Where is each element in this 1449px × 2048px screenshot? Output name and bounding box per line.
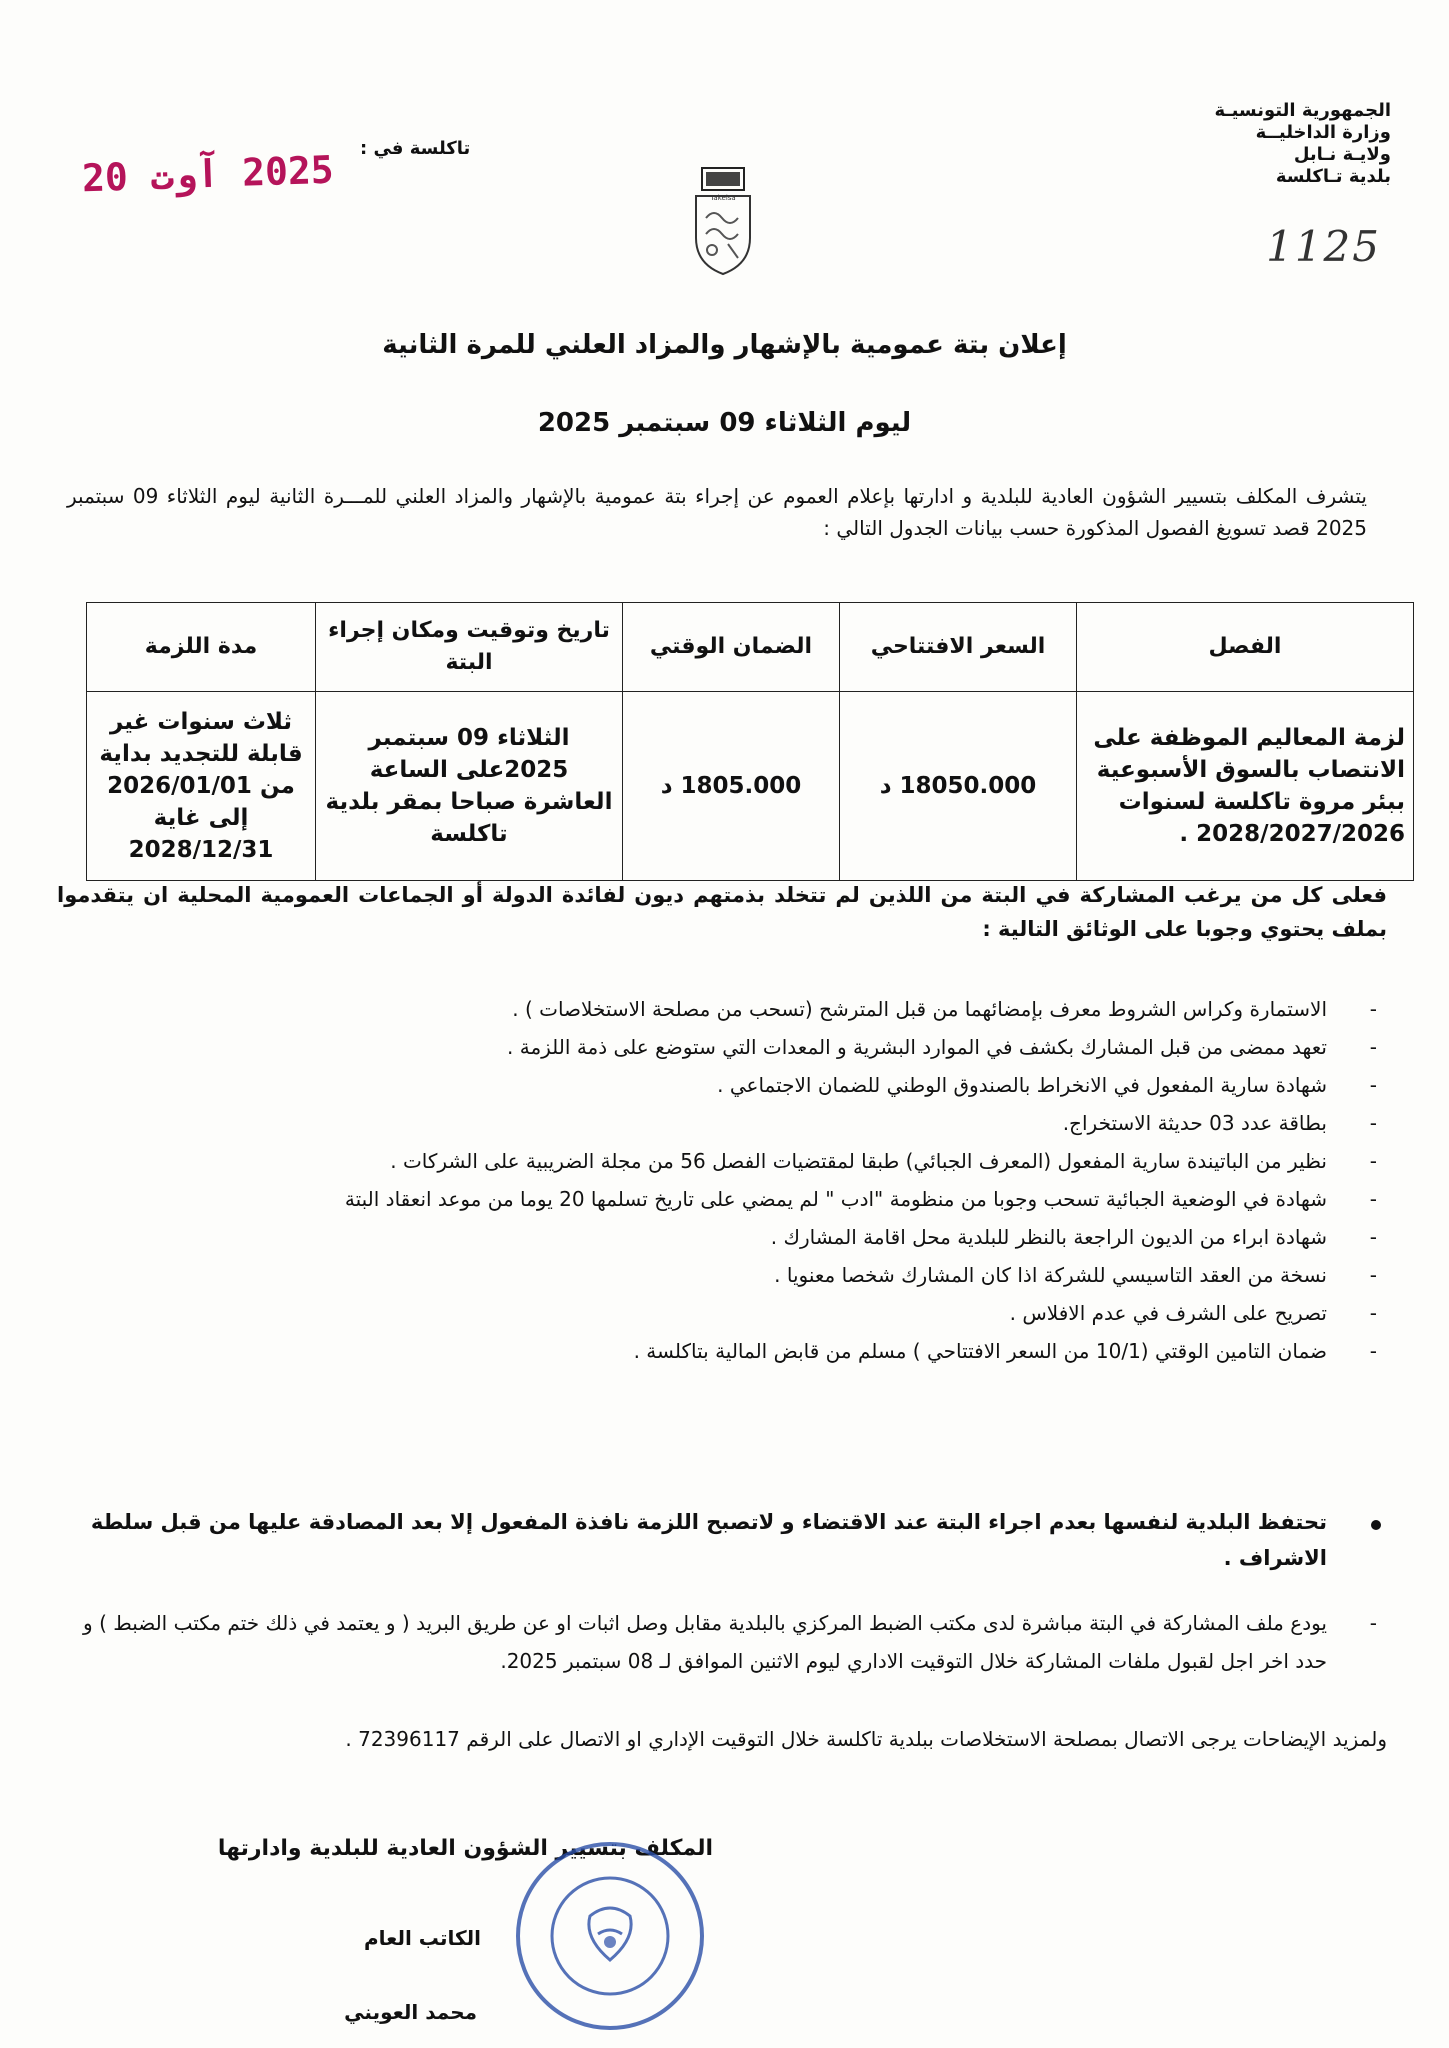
- document-text: نظير من الباتيندة سارية المفعول (المعرف الجبائي) طبقا لمقتضيات الفصل 56 من مجلة الضريبية على الشركات .: [390, 1149, 1327, 1173]
- table-header-cell: الضمان الوقتي: [623, 603, 840, 692]
- cell-item: لزمة المعاليم الموظفة على الانتصاب بالسوق الأسبوعية ببئر مروة تاكلسة لسنوات 2028/2027/2026 .: [1077, 692, 1414, 881]
- document-text: بطاقة عدد 03 حديثة الاستخراج.: [1062, 1111, 1327, 1135]
- table-header-cell: تاريخ وتوقيت ومكان إجراء البتة: [316, 603, 623, 692]
- document-text: نسخة من العقد التاسيسي للشركة اذا كان المشارك شخصا معنويا .: [774, 1263, 1327, 1287]
- place-date-label: تاكلسة في :: [360, 138, 471, 159]
- header-governorate: ولايـة نـابل: [1293, 144, 1391, 165]
- documents-list: [57, 990, 1387, 1370]
- table-row: [87, 692, 1414, 881]
- table-header-cell: الفصل: [1077, 603, 1414, 692]
- list-item: - تعهد ممضى من قبل المشارك بكشف في الموارد البشرية و المعدات التي ستوضع على ذمة اللزمة .: [507, 1035, 1377, 1059]
- deposit-text: يودع ملف المشاركة في البتة مباشرة لدى مكتب الضبط المركزي بالبلدية مقابل وصل اثبات او عن طريق البريد ( و يعتمد في ذلك ختم مكتب الضبط ) و حدد اخر اجل لقبول ملفات المشاركة خلال التوقيت الاداري ليوم الاثنين الموافق لـ 08 سبتمبر 2025.: [83, 1611, 1327, 1673]
- header-municipality: بلدية تـاكلسة: [1275, 166, 1391, 187]
- signature-role: الكاتب العام: [364, 1926, 481, 1950]
- intro-paragraph: يتشرف المكلف بتسيير الشؤون العادية للبلدية و ادارتها بإعلام العموم عن إجراء بتة عمومية بالإشهار والمزاد العلني للمـــرة الثانية ليوم الثلاثاء 09 سبتمبر 2025 قصد تسويغ الفصول المذكورة حسب بيانات الجدول التالي :: [67, 484, 1367, 540]
- cell-duration: ثلاث سنوات غير قابلة للتجديد بداية من 2026/01/01 إلى غاية 2028/12/31: [87, 692, 316, 881]
- document-text: تصريح على الشرف في عدم الافلاس .: [1009, 1301, 1327, 1325]
- signature-title: المكلف بتسيير الشؤون العادية للبلدية وادارتها: [217, 1836, 713, 1861]
- list-item: - نظير من الباتيندة سارية المفعول (المعرف الجبائي) طبقا لمقتضيات الفصل 56 من مجلة الضريبية على الشركات .: [390, 1149, 1377, 1173]
- cell-date-place: الثلاثاء 09 سبتمبر 2025على الساعة العاشرة صباحا بمقر بلدية تاكلسة: [316, 692, 623, 881]
- bullet-icon: [1371, 1520, 1381, 1530]
- header-ministry: وزارة الداخليــة: [1255, 122, 1391, 143]
- table-header-cell: مدة اللزمة: [87, 603, 316, 692]
- document-text: شهادة ابراء من الديون الراجعة بالنظر للبلدية محل اقامة المشارك .: [770, 1225, 1327, 1249]
- list-item: - شهادة في الوضعية الجبائية تسحب وجوبا من منظومة "ادب " لم يمضي على تاريخ تسلمها 20 يوما من موعد انعقاد البتة: [344, 1187, 1377, 1211]
- conditions-intro: فعلى كل من يرغب المشاركة في البتة من اللذين لم تتخلد بذمتهم ديون لفائدة الدولة أو الجماعات العمومية المحلية ان يتقدموا بملف يحتوي وجوبا على الوثائق التالية :: [57, 883, 1387, 941]
- list-item: - شهادة سارية المفعول في الانخراط بالصندوق الوطني للضمان الاجتماعي .: [717, 1073, 1377, 1097]
- document-text: شهادة سارية المفعول في الانخراط بالصندوق الوطني للضمان الاجتماعي .: [717, 1073, 1327, 1097]
- header-republic: الجمهورية التونسيـة: [1214, 100, 1391, 121]
- cell-guarantee: 1805.000 د: [623, 692, 840, 881]
- list-item: - ضمان التامين الوقتي (10/1 من السعر الافتتاحي ) مسلم من قابض المالية بتاكلسة .: [633, 1339, 1377, 1363]
- emblem-label: Takelsa: [710, 194, 736, 202]
- cell-opening-price: 18050.000 د: [840, 692, 1077, 881]
- list-item: - شهادة ابراء من الديون الراجعة بالنظر للبلدية محل اقامة المشارك .: [770, 1225, 1377, 1249]
- page-title: إعلان بتة عمومية بالإشهار والمزاد العلني للمرة الثانية: [382, 330, 1067, 360]
- reservation-text: تحتفظ البلدية لنفسها بعدم اجراء البتة عند الاقتضاء و لاتصبح اللزمة نافذة المفعول إلا بعد المصادقة عليها من قبل سلطة الاشراف .: [90, 1510, 1327, 1570]
- list-item: - الاستمارة وكراس الشروط معرف بإمضائهما من قبل المترشح (تسحب من مصلحة الاستخلاصات ) .: [512, 997, 1377, 1021]
- document-text: ضمان التامين الوقتي (10/1 من السعر الافتتاحي ) مسلم من قابض المالية بتاكلسة .: [633, 1339, 1327, 1363]
- list-item: - تصريح على الشرف في عدم الافلاس .: [1009, 1301, 1377, 1325]
- page-subtitle: ليوم الثلاثاء 09 سبتمبر 2025: [537, 408, 912, 438]
- reservation-note: [57, 1504, 1387, 1576]
- signature-name: محمد العويني: [344, 2000, 477, 2024]
- document-text: تعهد ممضى من قبل المشارك بكشف في الموارد البشرية و المعدات التي ستوضع على ذمة اللزمة .: [507, 1035, 1327, 1059]
- list-item: - بطاقة عدد 03 حديثة الاستخراج.: [1062, 1111, 1377, 1135]
- deposit-note: - يودع ملف المشاركة في البتة مباشرة لدى مكتب الضبط المركزي بالبلدية مقابل وصل اثبات او عن طريق البريد ( و يعتمد في ذلك ختم مكتب الضبط ) و حدد اخر اجل لقبول ملفات المشاركة خلال التوقيت الاداري ليوم الاثنين الموافق لـ 08 سبتمبر 2025.: [83, 1611, 1377, 1673]
- document-text: الاستمارة وكراس الشروط معرف بإمضائهما من قبل المترشح (تسحب من مصلحة الاستخلاصات ) .: [512, 997, 1327, 1021]
- document-text: شهادة في الوضعية الجبائية تسحب وجوبا من منظومة "ادب " لم يمضي على تاريخ تسلمها 20 يوما من موعد انعقاد البتة: [344, 1187, 1327, 1211]
- header-administration: [1161, 100, 1391, 188]
- contact-note: ولمزيد الإيضاحات يرجى الاتصال بمصلحة الاستخلاصات ببلدية تاكلسة خلال التوقيت الإداري او الاتصال على الرقم 72396117 .: [345, 1727, 1387, 1751]
- table-header-row: [87, 603, 1414, 692]
- list-item: - نسخة من العقد التاسيسي للشركة اذا كان المشارك شخصا معنويا .: [774, 1263, 1377, 1287]
- reference-number: 1125: [1266, 222, 1381, 271]
- official-stamp-icon: [512, 1838, 708, 2034]
- table-header-cell: السعر الافتتاحي: [840, 603, 1077, 692]
- date-stamp: 2025 آوت 20: [81, 147, 335, 201]
- auction-table: [86, 602, 1414, 881]
- municipal-emblem-icon: [688, 160, 758, 280]
